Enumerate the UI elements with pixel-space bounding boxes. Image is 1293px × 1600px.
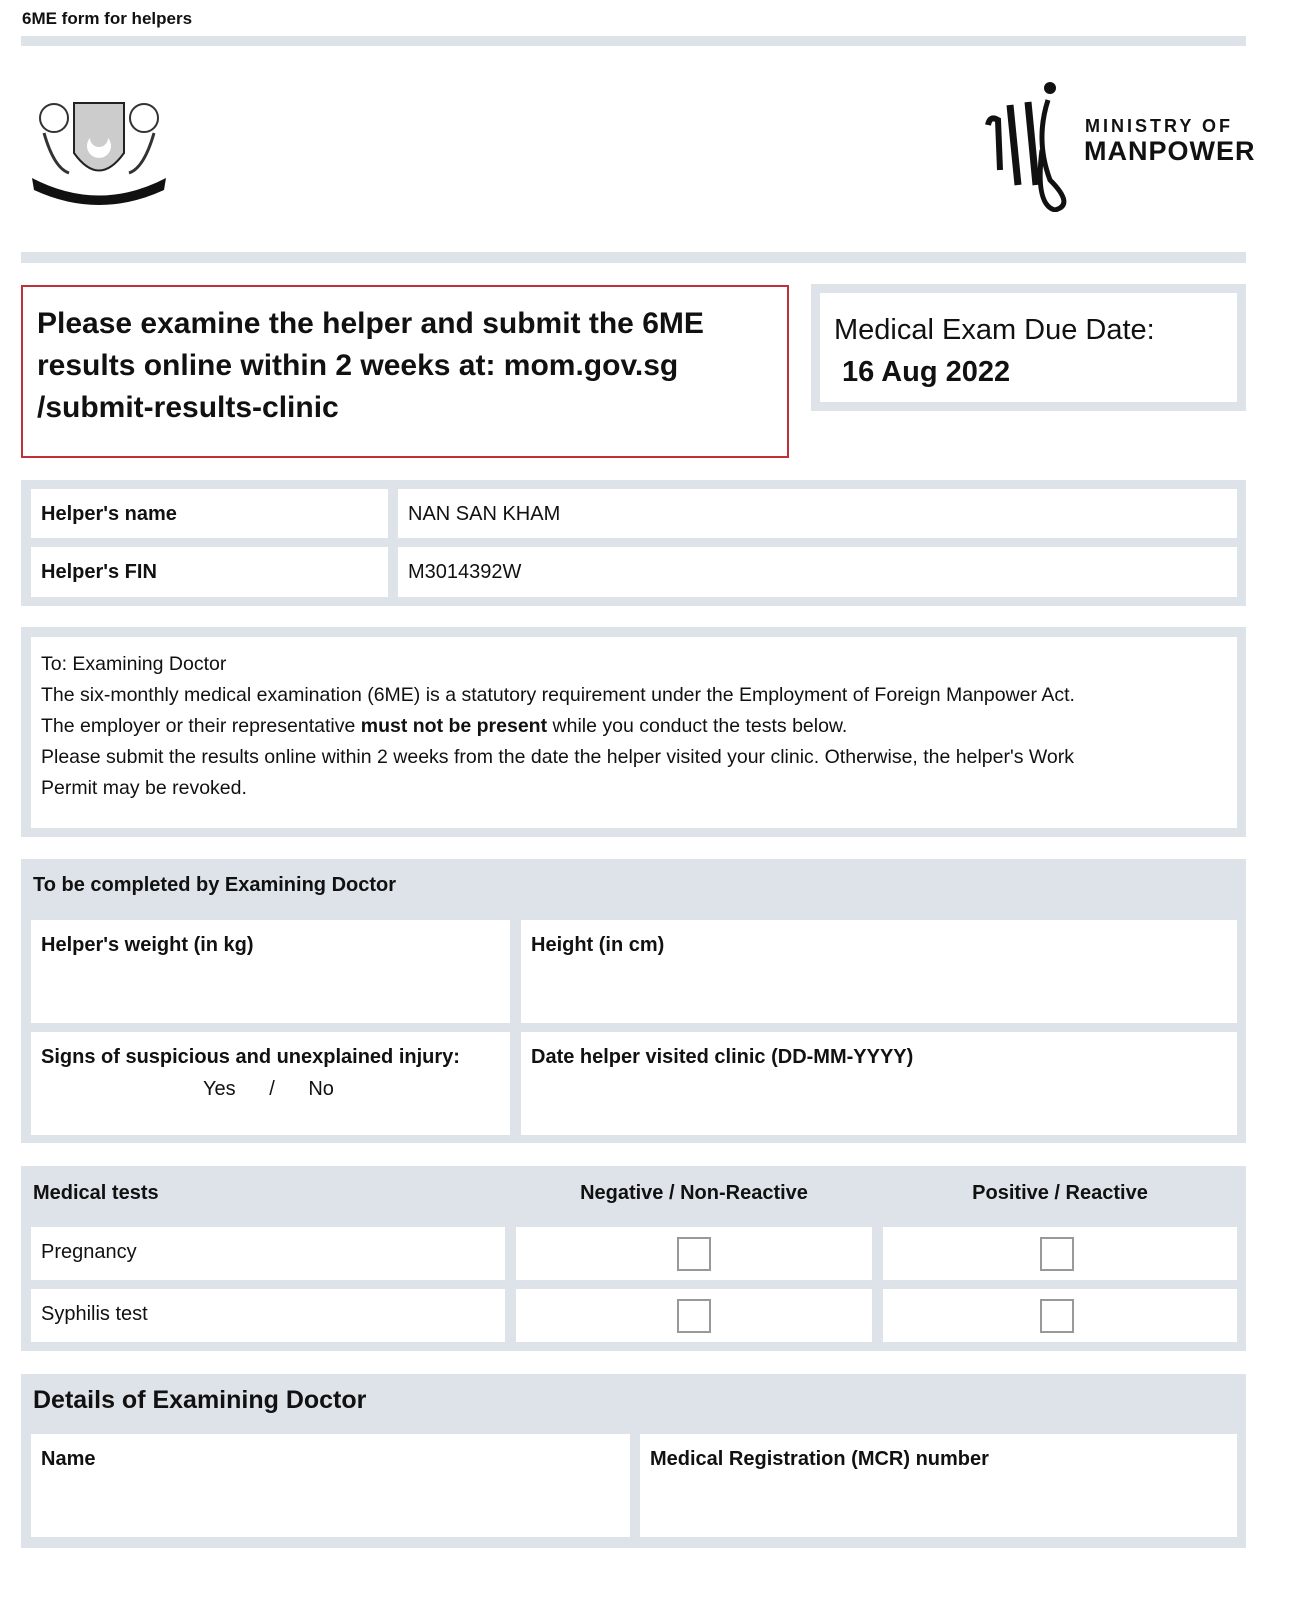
test-name: Syphilis test xyxy=(31,1289,505,1342)
notice-line: /submit-results-clinic xyxy=(37,391,339,424)
helper-name-label: Helper's name xyxy=(31,489,388,538)
cell xyxy=(516,1227,872,1280)
doctor-details-section xyxy=(21,1374,1246,1548)
due-date-box xyxy=(811,284,1246,411)
negative-column-header: Negative / Non-Reactive xyxy=(580,1182,808,1204)
letter-line xyxy=(41,711,1227,742)
cell xyxy=(883,1227,1237,1280)
letter-line: Please submit the results online within 2 weeks from the date the helper visited your clinic. Otherwise, the helper's Work xyxy=(41,746,1075,768)
pregnancy-negative-checkbox[interactable] xyxy=(677,1237,711,1271)
letter-line: To: Examining Doctor xyxy=(41,653,227,675)
syphilis-positive-checkbox[interactable] xyxy=(1040,1299,1074,1333)
helper-info-table xyxy=(21,480,1246,606)
letter-text: while you conduct the tests below. xyxy=(547,715,848,737)
medical-tests-table xyxy=(21,1166,1246,1351)
cell xyxy=(883,1289,1237,1342)
cell xyxy=(516,1289,872,1342)
syphilis-negative-checkbox[interactable] xyxy=(677,1299,711,1333)
letter-emphasis: must not be present xyxy=(360,715,548,737)
injury-no-option[interactable]: No xyxy=(308,1078,334,1100)
mcr-number-field[interactable]: Medical Registration (MCR) number xyxy=(640,1434,1237,1537)
letter-text: The employer or their representative xyxy=(41,715,361,737)
injury-label: Signs of suspicious and unexplained injury: xyxy=(41,1046,460,1068)
submission-notice xyxy=(21,285,789,458)
page-title: 6ME form for helpers xyxy=(22,9,193,28)
due-date-value: 16 Aug 2022 xyxy=(842,356,1011,388)
test-name: Pregnancy xyxy=(31,1227,505,1280)
mom-logo-text: MANPOWER xyxy=(1084,136,1256,166)
letter-line: The six-monthly medical examination (6ME) is a statutory requirement under the Employment of Foreign Manpower Act. xyxy=(41,684,1075,706)
helper-fin-label: Helper's FIN xyxy=(31,547,388,597)
doctor-name-field[interactable]: Name xyxy=(31,1434,630,1537)
mom-logo-icon xyxy=(980,80,1080,212)
tests-header: Medical tests xyxy=(33,1182,159,1204)
letter-line: Permit may be revoked. xyxy=(41,777,247,799)
notice-line: Please examine the helper and submit the 6ME xyxy=(37,307,704,340)
injury-options xyxy=(203,1078,334,1101)
notice-line: results online within 2 weeks at: mom.gov.sg xyxy=(37,349,679,382)
exam-section xyxy=(21,859,1246,1143)
positive-column-header: Positive / Reactive xyxy=(972,1182,1148,1204)
divider xyxy=(21,36,1246,46)
coat-of-arms-logo xyxy=(24,78,174,208)
injury-field[interactable] xyxy=(31,1032,510,1135)
doctor-details-header: Details of Examining Doctor xyxy=(33,1386,367,1414)
injury-yes-option[interactable]: Yes xyxy=(203,1078,236,1100)
height-field[interactable]: Height (in cm) xyxy=(521,920,1237,1023)
mom-logo-text: MINISTRY OF xyxy=(1085,116,1234,136)
due-date-label: Medical Exam Due Date: xyxy=(834,314,1155,346)
exam-section-header: To be completed by Examining Doctor xyxy=(33,874,397,896)
visit-date-field[interactable]: Date helper visited clinic (DD-MM-YYYY) xyxy=(521,1032,1237,1135)
separator: / xyxy=(269,1078,275,1100)
helper-fin-value: M3014392W xyxy=(398,547,1237,597)
pregnancy-positive-checkbox[interactable] xyxy=(1040,1237,1074,1271)
doctor-letter xyxy=(21,627,1246,837)
weight-field[interactable]: Helper's weight (in kg) xyxy=(31,920,510,1023)
helper-name-value: NAN SAN KHAM xyxy=(398,489,1237,538)
divider xyxy=(21,252,1246,263)
